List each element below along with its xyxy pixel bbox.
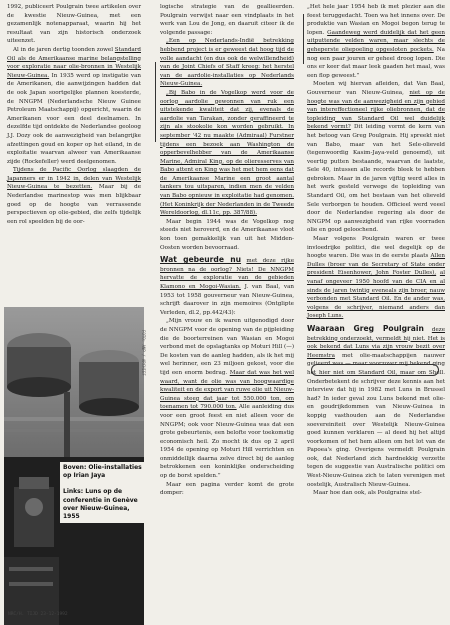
paragraph: logische strategie van de geallieerden. Poulgrain verwijst naar een vindplaats in het werk van Lou de Jong, en daaruit citeer ik de volgende passage: xyxy=(160,4,294,36)
page-footer: NRC/H. TIJD 23-12-1992 xyxy=(8,612,68,617)
highlighted-passage: Tijdens de Pacific Oorlog slaagden de Japanners er in 1942 in, delen van Westelijk Nieuw-Guinea te bezetten. xyxy=(7,167,141,191)
article-column-3 xyxy=(307,3,445,498)
highlighted-passage: Allen Dulles (broer van de Secretary of State onder president Eisenhower, John Foster Dulles), xyxy=(307,253,446,277)
article-column-2 xyxy=(160,3,294,498)
highlighted-passage: „Bij Babo in de Vogelkop werd voor de oorlog aardolie gewonnen van ruk een uitstekende kwaliteit dat zij, evenals de aardolie van Tarakan, zonder geraffineerd te zijn als stookolie kon worden gebruikt. In september '42 nu maakte (Admiraal) Furstner tijdens een bezoek aan Washington de opperbevelhebber van de Amerikaanse Marine, Admiral King, op de olieresserves van Babo attent en King was het met hem eens dat de Amerikaanse Marine een groot aantal tankers tou uitsparen, indien men de velden van Babo opnieuw in exploitatie had genomen. (Het Koninkrijk der Nederlanden in de Tweede Wereldoorlog, dl.11c, pp. 387/88). xyxy=(160,89,294,217)
highlighted-passage: deze betrekking onderzoekt, vermeldt hij niet. Het is ook bekend dat Luns via zijn vrouw bezit over Heemstra xyxy=(307,326,446,359)
caption-top: Boven: Olie-installaties op Irian Jaya xyxy=(63,464,142,480)
caption-bottom: Links: Luns op de conferentie in Genève over Nieuw-Guinea, 1955 xyxy=(63,488,138,521)
highlighted-passage: Maar dat was het wel waard, want de olie was van hoogwaardige kwaliteit en de export van ruwe olie uit Nieuw-Guinea steeg dat jaar tot 550.000 ton, om toenamen tot 790.000 ton. xyxy=(160,369,295,411)
paragraph: Al in de jaren dertig toonden zowel Standard Oil als de Amerikaanse marine belangstelling voor exploratie naar olie-bronnen in Westelijk Nieuw-Guinea. In 1935 werd op instigatie van de Amerikanen, die aanwijzingen hadden dat de ook Japan soortgelijke plannen koesterde, de NNGPM (Nederlandsche Nieuw Guinee Petroleum Maatschappij) opgericht, waarin de Amerikanen voor een deel deelnamen. In dezelfde tijd ontdekte de Nederlandse geoloog J.J. Dozy ook de aanwezigheid van belangrijke afzettingen goud en koper op het eiland, in de exploitatie waarvan alweer van Amerikaanse zijde (Rockefeller) werd deelgenomen. xyxy=(7,46,142,165)
paragraph: Moeten wij hiervan afleiden, dat Van Baal, Gouverneur van Nieuw-Guinea, niet op de hoogte was van de aanwezigheid en zijn gebied van intereffectioneel rijke oliebronnen, dat de topleiding van Standard Oil wel duidelijk bekend vormt? Dit leiding vormt de kern van het betoog van Greg Poulgrain. Hij spreekt niet van Babo, maar van het Sele-olieveld (tegenwoordig Kasim-Jaya-veld genoemd), uit veertig putten bestaande, waarvan de laatste, Sele 40, intussen alle records bleek te hebben gebroken. Maar in de jaren vijftig werd alles in het werk gesteld verwege de topleiding van Standard Oil, om het bestaan van het olieveld Sele verborgen te houden. Officieel werd veeel door de Nederlandse regering als door de NNGPM op aanwezigheid van rijke voorraden olie en goud geloochend. xyxy=(307,81,445,234)
paragraph: „Het hele jaar 1954 heb ik met plezier aan die feest teruggedacht. Toen wa het innens over. De produktie van Wasian en Mogoi begon terug te lopen. Gaandeweg werd duidelijk dat het geen uitputtende velden waren, maar slechts de geheperste oliepoeling opgesloten pockets. Na nog een paar jouren er geheel droog lopen. Die ons er keer dat maar leek gaaden het maal, was een flop geweest.” xyxy=(307,4,445,79)
margin-line-annotation xyxy=(303,14,304,64)
highlighted-passage: al vanaf ongeveer 1950 hoofd van de CIA en al sinds de jaren twintig eveneals zijn broer, nauw verbonden met Standard Oil. En de ander was, volgens de schrijver, niemand anders dan Joseph Luns. xyxy=(307,270,446,320)
photo-credit: FOTO: ANP / ARCHIEF xyxy=(141,330,146,376)
paragraph: Maar volgens Poulgrain waren er twee invloedrijke politici, die wel degelijk op de hoogte waren. Die was in de eerste plaats Allen Dulles (broer van de Secretary of State onder president Eisenhower, John Foster Dulles), al vanaf ongeveer 1950 hoofd van de CIA en al sinds de jaren twintig eveneals zijn broer, nauw verbonden met Standard Oil. En de ander was, volgens de schrijver, niemand anders dan Joseph Luns. xyxy=(307,236,446,320)
section-heading: Waaraan Greg Poulgrain xyxy=(307,323,424,333)
highlighted-passage: Gaandeweg werd duidelijk dat het geen uitputtende velden waren, maar slechts de geheperste oliepoeling opgesloten pockets. xyxy=(307,29,445,53)
paragraph: Wat gebeurde nu met deze rijke bronnen na de oorlog? Niets! De NNGPM hervatte de exploratie van de gebieden Klamono en Mogoi-Wasian. J. van Baal, van 1953 tot 1958 gouverneur van Nieuw-Guinea, schrijft daarover in zijn memoires (Ontglipte Verleden, dl.2, pp.442/43): xyxy=(160,255,295,316)
highlighted-passage: „Een op Nederlands-Indië betrekking hebbend project is er geweest dat hoog tijd de volle aandacht (en dus ook de welwillendheid) van de Joint Chiefs of Staff kreeg: het herstel van de aardolie-installaties op Nederlands Nieuw-Guinea. xyxy=(160,38,294,88)
paragraph: „Mijn vrouw en ik waren uitgenodigd door de NNGPM voor de opening van de pijpleiding die de boorterreinen van Wasian en Mogoi verbond met de opslagtanks op Moturi Hill (—) De kosten van de aanleg hadden, als ik het mij wel herinner, een 23 miljoen gekost, voor die tijd een enorm bedrag. Maar dat was het wel waard, want de olie was van hoogwaardige kwaliteit en de export van ruwe olie uit Nieuw-Guinea steeg dat jaar tot 550.000 ton, om toenamen tot 790.000 ton. Alle aanleiding dus voor een groot feest en niet alleen voor de NNGPM; ook voor Nieuw-Guinea was dat een grote gebeurtenis, een belofte voor toekomstig economisch heil. Zo mocht ik dus op 2 april 1954 de opening op Moturi Hill verrichten en onmiddellijk daarna zelve direct bij de aanleg betrokkenen een koninklijke onderscheiding op de borst spelden.” xyxy=(160,318,295,480)
article-column-1 xyxy=(7,3,141,226)
paragraph: Maar begin 1944 was de Vogelkop nog steeds niet heroverd, en de Amerikaanse vloot kon toen gemakkelijk van uit het Midden-Oosten worden bevoorraad. xyxy=(160,218,294,251)
photo-caption xyxy=(60,462,150,523)
paragraph: 1992, publiceert Poulgrain twee artikelen over de kwestie Nieuw-Guinea, met een gezamenlijk notenapparaat, waarin hij het resultaat van zijn historisch onderzoek uiteenzet. xyxy=(7,4,141,45)
paragraph xyxy=(160,37,294,89)
section-heading: Wat gebeurde nu xyxy=(160,255,242,265)
highlighted-passage: met deze rijke bronnen na de oorlog? Niets! De NNGPM hervatte de exploratie van de gebieden Klamono en Mogoi-Wasian. xyxy=(160,258,295,290)
highlighted-passage: niet op de hoogte was van de aanwezigheid en zijn gebied van intereffectioneel rijke oliebronnen, dat de topleiding van Standard Oil wel duidelijk bekend vormt? xyxy=(307,89,445,131)
margin-line-annotation xyxy=(155,62,156,142)
highlighted-passage: Standard Oil als de Amerikaanse marine belangstelling voor exploratie naar olie-bronnen in Westelijk Nieuw-Guinea. xyxy=(7,46,141,79)
paragraph: Waaraan Greg Poulgrain deze betrekking onderzoekt, vermeldt hij niet. Het is ook bekend dat Luns via zijn vrouw bezit over Heemstra met olie-maatschappijen nauwer gelieerd was — maar voorzover mij bekend ging het hier niet om Standard Oil, maar om Shell. Onderbetekent de schrijver deze kennis aan het interview dat hij in 1982 met Luns in Brussel had? In ieder geval zou Luns bekend met olie- en goudrijkdommen van Nieuw-Guinea in koppig vasthouden aan de Nederlandse soevereiniteit over Westelijk Nieuw-Guinea goed kunnen verklaren — al deed hij het altijd voorkomen of het hem alleen om het lot van de Papoea's ging. Overigens vermeldt Poulgrain ook, dat Nederland zich hardnekkig verzette tegen de suggestie van Australische politici om West-Nieuw-Guinea zich te laten verenigen met oostelijk, Australisch Nieuw-Guinea. xyxy=(307,323,446,488)
paragraph: Maar hoe dan ook, als Poulgrains stel- xyxy=(313,490,422,497)
paragraph: Tijdens de Pacific Oorlog slaagden de Japanners er in 1942 in, delen van Westelijk Nieuw-Guinea te bezetten. Maar bij de Nederlandse marinestop was men blijkbaar goed op de hoogte van verrassende perspectieven op olie-gebied, die zelfs tijdelijk een rol speelden bij de oor- xyxy=(7,167,141,225)
paragraph: Maar een pagina verder komt de grote domper: xyxy=(160,481,294,497)
paragraph xyxy=(160,89,294,218)
